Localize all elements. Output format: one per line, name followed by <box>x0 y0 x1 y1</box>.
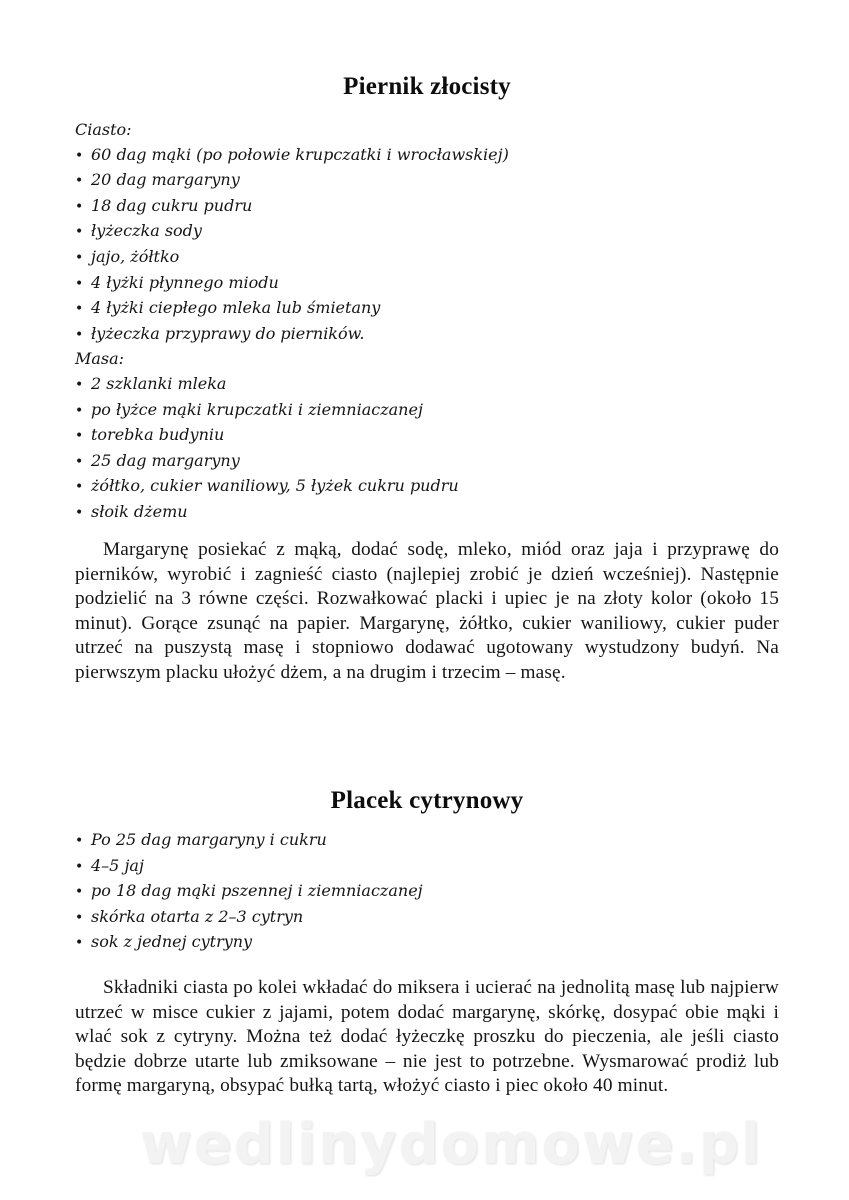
ingredient-item: • 25 dag margaryny <box>75 449 779 475</box>
ingredient-item: • 2 szklanki mleka <box>75 372 779 398</box>
ingredient-item: • 4 łyżki płynnego miodu <box>75 271 779 297</box>
ingredient-item: • 20 dag margaryny <box>75 168 779 194</box>
recipe-instructions: Margarynę posiekać z mąką, dodać sodę, mleko, miód oraz jaja i przyprawę do pierników, wyrobić i zagnieść ciasto (najlepiej zrobić je dzień wcześniej). Następnie podzielić na 3 równe części. Rozwałkować placki i upiec je na złoty kolor (około 15 minut). Gorące zsunąć na papier. Margarynę, żółtko, cukier waniliowy, cukier puder utrzeć na puszystą masę i stopniowo dodawać ugotowany wystudzony budyń. Na pierwszym placku ułożyć dżem, a na drugim i trzecim – masę. <box>75 539 779 683</box>
ingredient-item: • jajo, żółtko <box>75 245 779 271</box>
section-label: Masa: <box>75 349 125 369</box>
ingredient-item: • 4–5 jaj <box>75 854 779 880</box>
recipe-instructions: Składniki ciasta po kolei wkładać do miksera i ucierać na jednolitą masę lub najpierw utrzeć w misce cukier z jajami, potem dodać margarynę, skórkę, dosypać obie mąki i wlać sok z cytryny. Można też dodać łyżeczkę proszku do pieczenia, ale jeśli ciasto będzie dobrze utarte lub zmiksowane – nie jest to potrzebne. Wysmarować prodiż lub formę margaryną, obsypać bułką tartą, włożyć ciasto i piec około 40 minut. <box>75 977 779 1097</box>
ingredient-item: • po łyżce mąki krupczatki i ziemniaczanej <box>75 398 779 424</box>
ingredient-item: • 60 dag mąki (po połowie krupczatki i wrocławskiej) <box>75 143 779 169</box>
watermark: wedlinydomowe.pl <box>140 1112 763 1177</box>
ingredient-item: • Po 25 dag margaryny i cukru <box>75 828 779 854</box>
section-label: Ciasto: <box>75 120 132 139</box>
ingredient-item: • słoik dżemu <box>75 500 779 526</box>
ingredient-item: • sok z jednej cytryny <box>75 930 779 956</box>
ingredient-item: • skórka otarta z 2–3 cytryn <box>75 905 779 931</box>
ingredients-list <box>75 828 779 956</box>
ingredient-item: • 18 dag cukru pudru <box>75 194 779 220</box>
ingredient-item: • łyżeczka sody <box>75 219 779 245</box>
ingredient-item: • 4 łyżki ciepłego mleka lub śmietany <box>75 296 779 322</box>
ingredient-item: • łyżeczka przyprawy do pierników. <box>75 322 779 348</box>
ingredient-item: • torebka budyniu <box>75 423 779 449</box>
ingredients-list <box>75 118 779 526</box>
recipe-title: Placek cytrynowy <box>330 787 524 814</box>
ingredient-item: • żółtko, cukier waniliowy, 5 łyżek cukru pudru <box>75 474 779 500</box>
recipe-title: Piernik złocisty <box>343 73 511 100</box>
ingredient-item: • po 18 dag mąki pszennej i ziemniaczanej <box>75 879 779 905</box>
